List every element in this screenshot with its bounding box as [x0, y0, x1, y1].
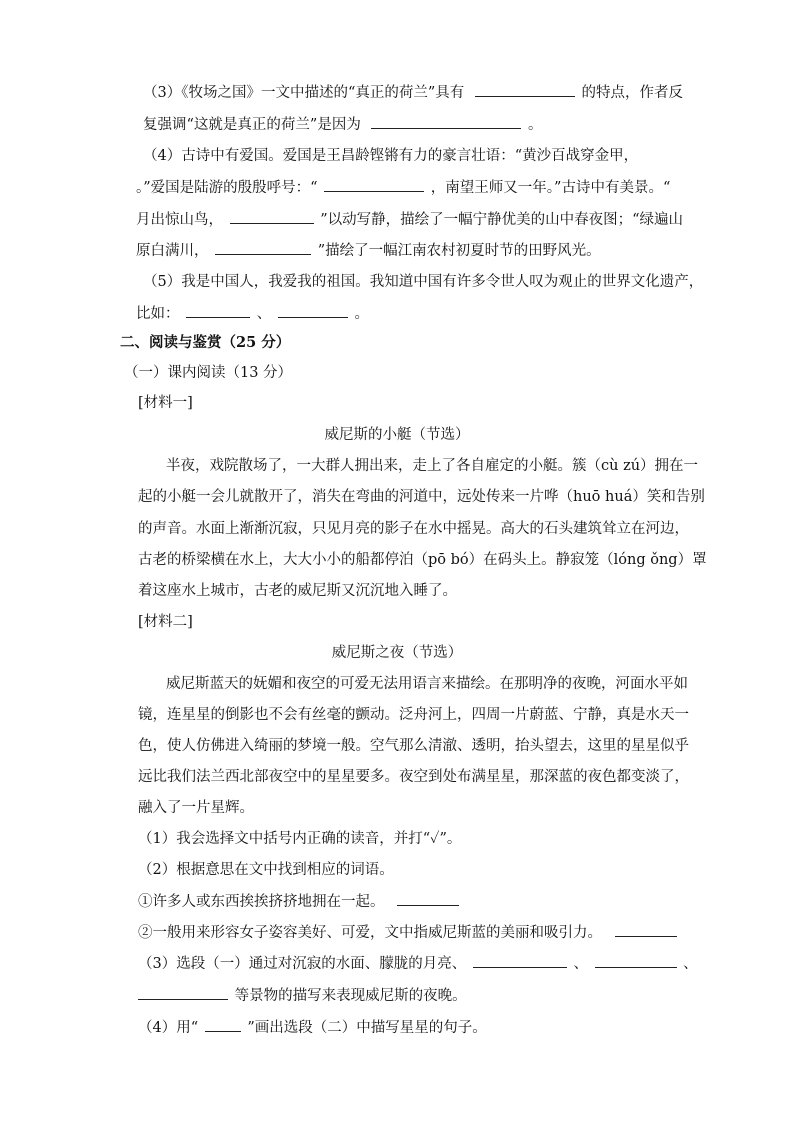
question-4-line-1 — [143, 146, 638, 166]
answer-blank[interactable] — [397, 891, 459, 906]
question-5-text: 。 — [354, 306, 369, 322]
question-text: ”画出选段（二）中描写星星的句子。 — [247, 1020, 487, 1036]
section-heading: 二、阅读与鉴赏（25 分） — [120, 334, 291, 351]
question-5-text: 比如： — [136, 306, 180, 322]
question-text: （4）用“ — [138, 1020, 199, 1036]
material-1-line: 着这座水上城市，古老的威尼斯又沉沉地入睡了。 — [138, 583, 457, 599]
question-5-line-1 — [143, 272, 703, 292]
material-2-title: 威尼斯之夜（节选） — [331, 645, 463, 661]
material-2-label: [材料二] — [138, 614, 193, 630]
separator-text: 、 — [256, 306, 272, 322]
separator-text: 、 — [683, 956, 698, 972]
question-4-text: 。”爱国是陆游的殷殷呼号：“ — [136, 180, 318, 196]
question-4-text: 原白满川， — [136, 243, 209, 259]
question-3-text: 复强调“这就是真正的荷兰”是因为 — [143, 117, 361, 133]
material-1-line: 半夜，戏院散场了，一大群人拥出来，走上了各自雇定的小艇。簇（cù zú）拥在一 — [166, 458, 699, 474]
material-2-line: 远比我们法兰西北部夜空中的星星要多。夜空到处布满星星，那深蓝的夜色都变淡了， — [138, 769, 689, 785]
question-4-text: 月出惊山鸟， — [136, 212, 223, 228]
material-2-line: 色，使人仿佛进入绮丽的梦境一般。空气那么清澈、透明，抬头望去，这里的星星似乎 — [138, 738, 689, 754]
question-text: ①许多人或东西挨挨挤挤地拥在一起。 — [138, 894, 385, 910]
answer-blank[interactable] — [138, 985, 228, 1000]
question-3-text: 的特点，作者反 — [581, 85, 684, 101]
answer-blank[interactable] — [230, 209, 314, 224]
reading-question-2a — [138, 891, 459, 912]
reading-question-3-line-2 — [138, 985, 467, 1006]
question-4-text: （4）古诗中有爱国。爱国是王昌龄铿锵有力的豪言壮语：“黄沙百战穿金甲， — [143, 148, 639, 164]
answer-blank[interactable] — [473, 953, 567, 968]
material-1-title: 威尼斯的小艇（节选） — [324, 427, 470, 443]
subsection-heading: （一）课内阅读（13 分） — [124, 365, 293, 381]
question-text: ②一般用来形容女子姿容美好、可爱，文中指威尼斯蓝的美丽和吸引力。 — [138, 925, 602, 941]
material-2-line: 威尼斯蓝天的妩媚和夜空的可爱无法用语言来描绘。在那明净的夜晚，河面水平如 — [166, 676, 688, 692]
question-5-text: （5）我是中国人，我爱我的祖国。我知道中国有许多令世人叹为观止的世界文化遗产， — [143, 274, 704, 290]
answer-blank[interactable] — [371, 114, 521, 129]
reading-question-1: （1）我会选择文中括号内正确的读音，并打“✓”。 — [138, 831, 462, 847]
question-4-line-2 — [136, 177, 670, 198]
material-2-line: 融入了一片星辉。 — [138, 800, 254, 816]
answer-blank[interactable] — [278, 303, 348, 318]
question-text: 等景物的描写来表现威尼斯的夜晚。 — [234, 988, 467, 1004]
question-4-line-4 — [136, 240, 601, 261]
reading-question-3-line-1 — [138, 953, 698, 974]
answer-blank[interactable] — [215, 240, 311, 255]
reading-question-2: （2）根据意思在文中找到相应的词语。 — [138, 862, 394, 878]
material-1-line: 的声音。水面上渐渐沉寂，只见月亮的影子在水中摇晃。高大的石头建筑耸立在河边， — [138, 521, 689, 537]
material-1-label: [材料一] — [138, 395, 193, 411]
answer-blank[interactable] — [615, 922, 677, 937]
question-3-line-1 — [143, 82, 683, 103]
answer-blank[interactable] — [186, 303, 250, 318]
answer-blank[interactable] — [475, 82, 575, 97]
material-1-line: 古老的桥梁横在水上，大大小小的船都停泊（pō bó）在码头上。静寂笼（lóng ǒng）罩 — [138, 552, 707, 568]
question-3-text: （3）《牧场之国》一文中描述的“真正的荷兰”具有 — [143, 85, 465, 101]
question-4-line-3 — [136, 209, 683, 230]
answer-blank[interactable] — [595, 953, 677, 968]
separator-text: 、 — [573, 956, 588, 972]
question-5-line-2 — [136, 303, 369, 324]
question-text: （3）选段（一）通过对沉寂的水面、朦胧的月亮、 — [138, 956, 467, 972]
reading-question-4 — [138, 1017, 487, 1038]
question-4-text: ，南望王师又一年。”古诗中有美景。“ — [430, 180, 671, 196]
answer-blank[interactable] — [324, 177, 424, 192]
question-3-line-2 — [143, 114, 543, 135]
material-1-line: 起的小艇一会儿就散开了，消失在弯曲的河道中，远处传来一片哗（huō huá）笑和告别 — [138, 489, 705, 505]
underline-sample — [205, 1017, 241, 1032]
question-4-text: ”以动写静，描绘了一幅宁静优美的山中春夜图；“绿遍山 — [320, 212, 684, 228]
reading-question-2b — [138, 922, 677, 943]
material-2-line: 镜，连星星的倒影也不会有丝毫的颤动。泛舟河上，四周一片蔚蓝、宁静，真是水天一 — [138, 707, 689, 723]
question-4-text: ”描绘了一幅江南农村初夏时节的田野风光。 — [317, 243, 601, 259]
question-3-text: 。 — [528, 117, 543, 133]
